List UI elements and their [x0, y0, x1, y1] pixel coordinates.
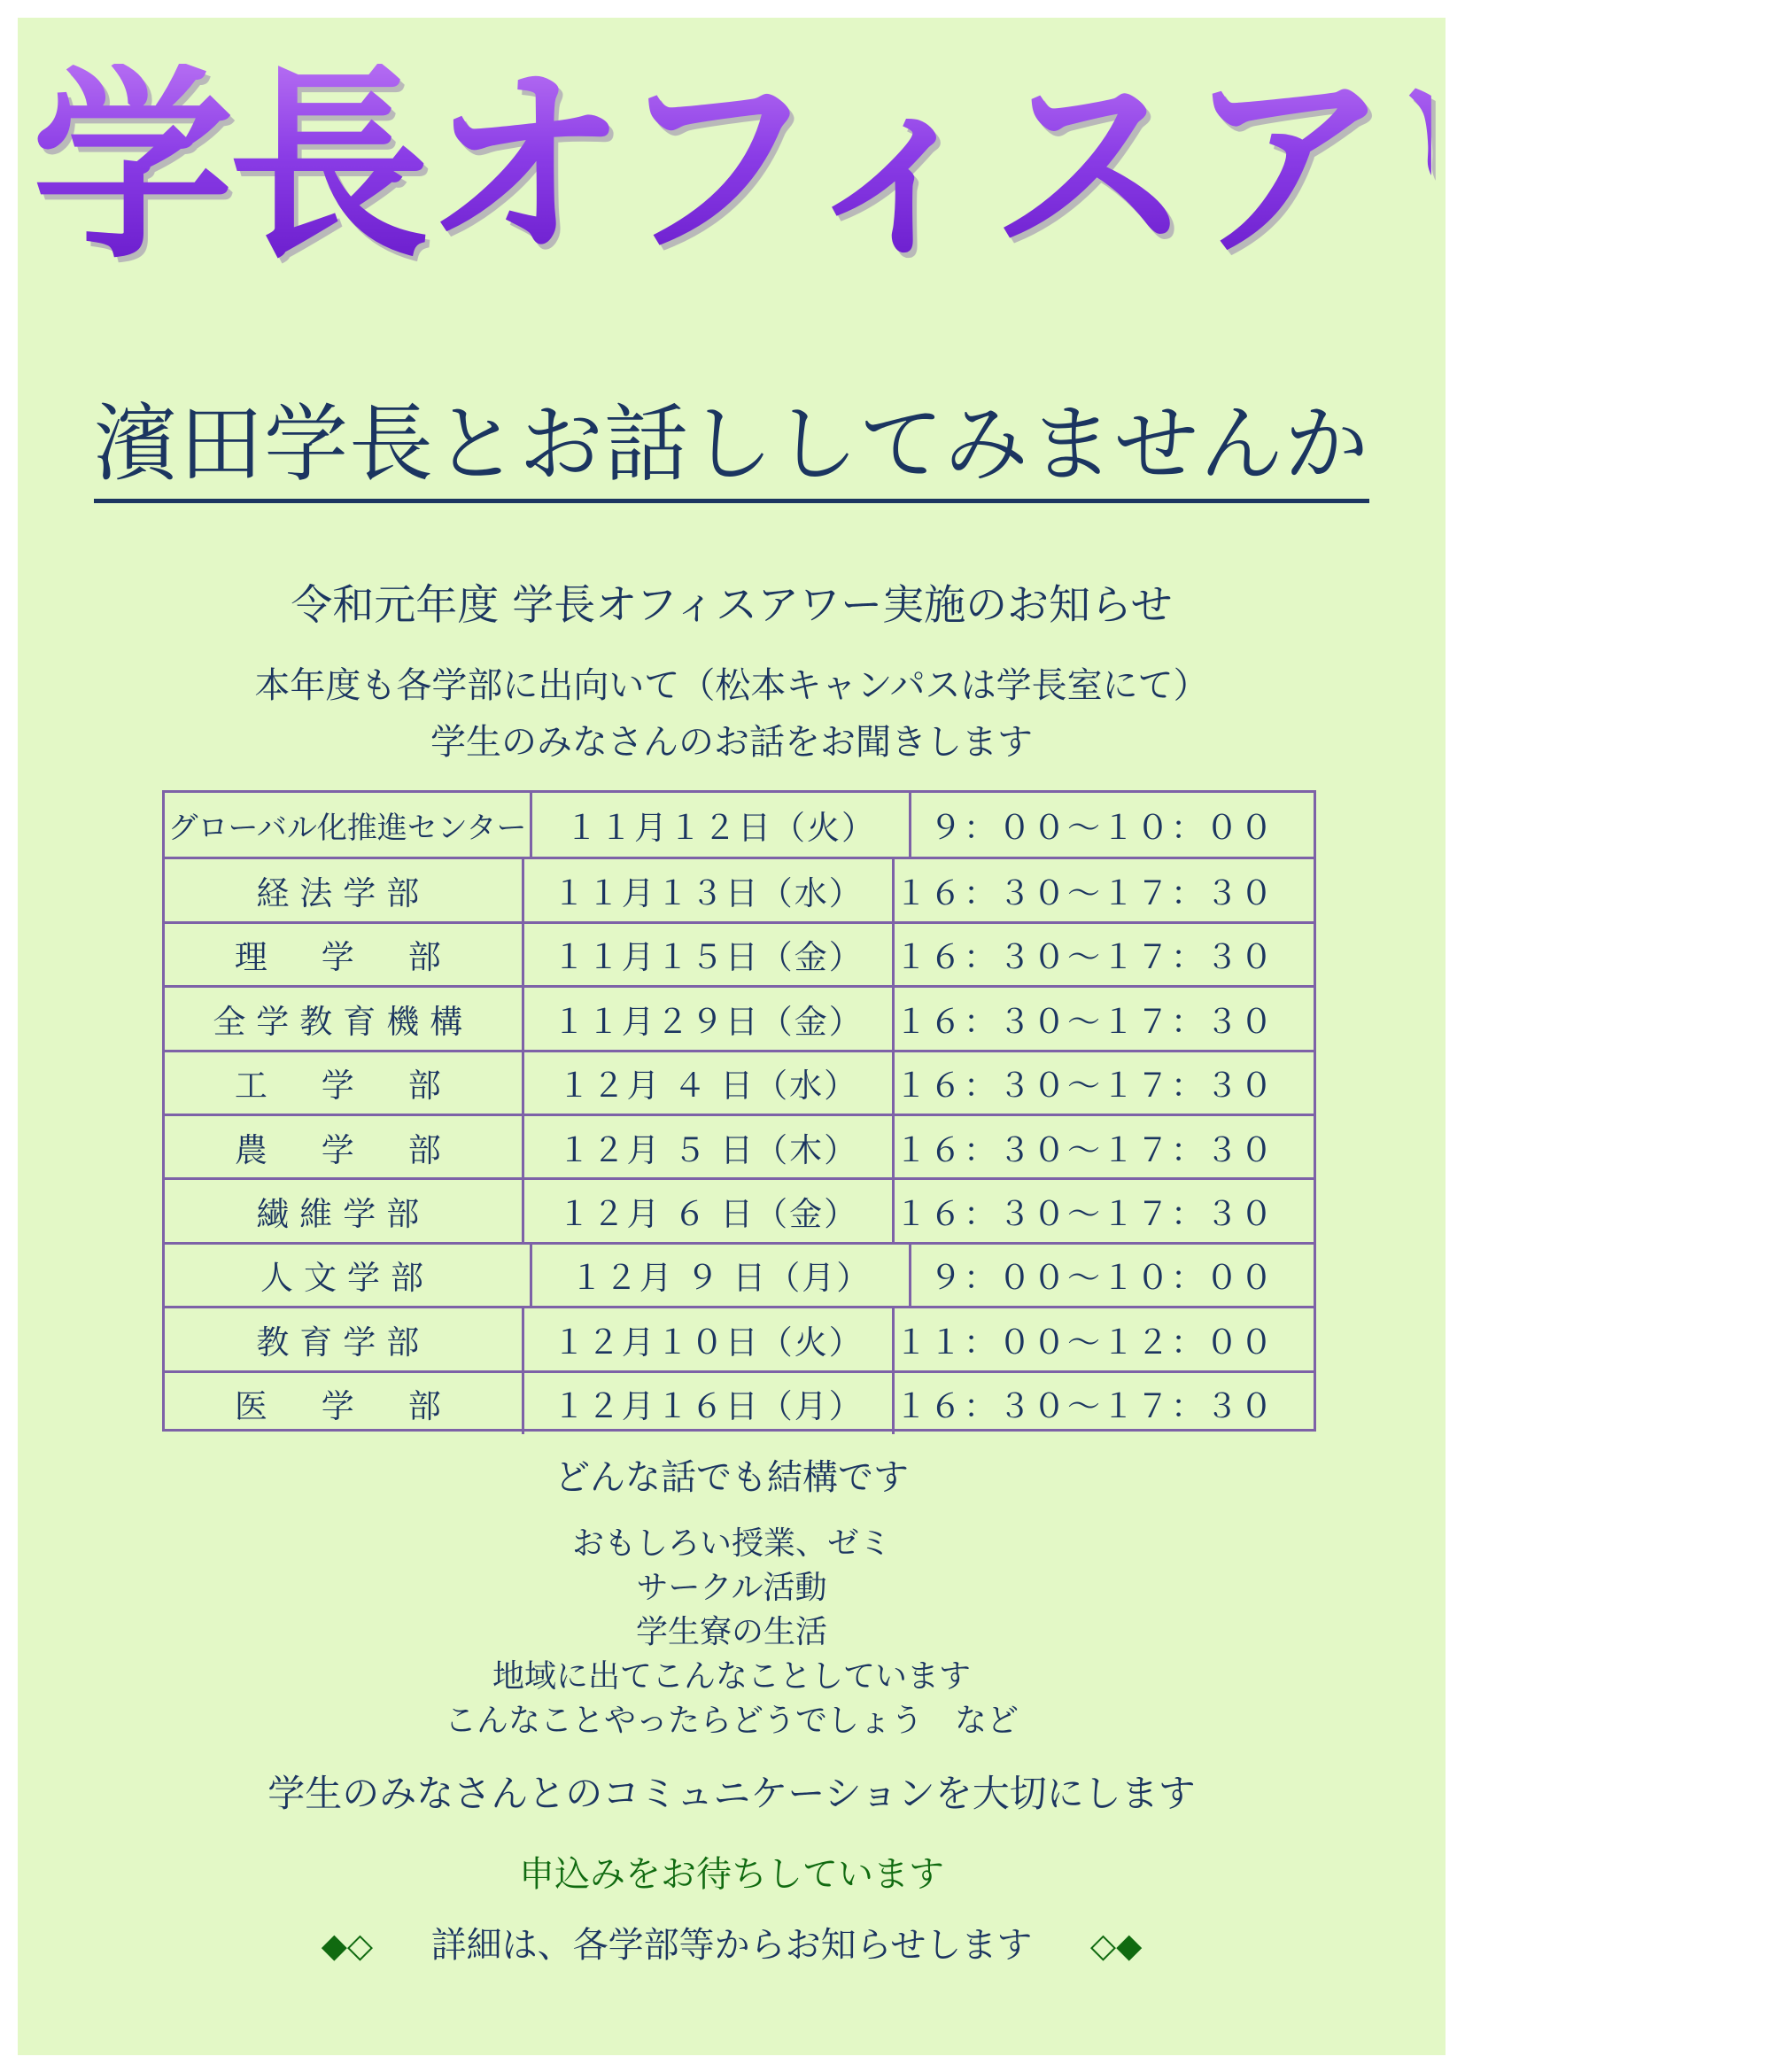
time-cell: １６：３０～１７：３０ [895, 1067, 1275, 1106]
list-item: サークル活動 [636, 1570, 827, 1606]
list-item: 地域に出てこんなことしています [492, 1658, 971, 1695]
notice-heading: 令和元年度 学長オフィスアワー実施のお知らせ [291, 581, 1173, 630]
time-cell: １６：３０～１７：３０ [895, 1002, 1275, 1041]
details-line [18, 1917, 1446, 1967]
list-item: おもしろい授業、ゼミ [571, 1525, 891, 1562]
details-text: 詳細は、各学部等からお知らせします [430, 1925, 1033, 1966]
details-spacer [384, 1925, 420, 1966]
intro-line: 本年度も各学部に出向いて（松本キャンパスは学長室にて） [254, 665, 1209, 706]
table-row [165, 857, 1314, 920]
communication-text: 学生のみなさんとのコミュニケーションを大切にします [267, 1772, 1196, 1815]
time-cell: １６：３０～１７：３０ [895, 1195, 1275, 1234]
date-cell: １２月 ６ 日（金） [524, 1180, 895, 1241]
intro-line: 学生のみなさんのお話をお聞きします [430, 722, 1033, 763]
table-row [165, 1050, 1314, 1114]
await-text: 申込みをお待ちしています [519, 1854, 944, 1895]
table-row [165, 1177, 1314, 1241]
intro-text [18, 657, 1446, 771]
table-row [165, 1306, 1314, 1370]
date-cell: １２月１６日（月） [524, 1373, 895, 1434]
faculty-cell: 全学教育機構 [165, 988, 524, 1049]
faculty-cell: 工 学 部 [165, 1052, 524, 1114]
date-cell: １２月 ５ 日（木） [524, 1116, 895, 1177]
topics-list [18, 1522, 1446, 1743]
faculty-cell: 理 学 部 [165, 924, 524, 985]
time-cell: １６：３０～１７：３０ [895, 1130, 1275, 1169]
schedule-table [162, 790, 1316, 1432]
date-cell: １１月１３日（水） [524, 859, 895, 920]
time-cell: １１：００～１２：００ [895, 1323, 1275, 1362]
table-row [165, 793, 1314, 857]
faculty-cell: 人文学部 [165, 1245, 532, 1306]
details-spacer [1043, 1925, 1079, 1966]
time-cell: １６：３０～１７：３０ [895, 874, 1275, 913]
table-row [165, 1114, 1314, 1177]
list-item: 学生寮の生活 [635, 1614, 827, 1650]
date-cell: １１月１５日（金） [524, 924, 895, 985]
diamond-icon-left: ◆◇ [321, 1926, 374, 1965]
list-item: こんなことやったらどうでしょう など [444, 1703, 1019, 1739]
table-row [165, 1242, 1314, 1306]
faculty-cell: 繊維学部 [165, 1180, 524, 1241]
date-cell: １２月１０日（火） [524, 1308, 895, 1370]
faculty-cell: 医 学 部 [165, 1373, 524, 1434]
table-row [165, 921, 1314, 985]
table-row [165, 1370, 1314, 1434]
poster [18, 18, 1775, 2055]
diamond-icon-right: ◇◆ [1089, 1926, 1143, 1965]
time-cell: ９：００～１０：００ [929, 809, 1275, 848]
date-cell: １１月２９日（金） [524, 988, 895, 1049]
faculty-cell: 経法学部 [165, 859, 524, 920]
date-cell: １１月１２日（火） [532, 793, 911, 857]
subtitle-text: 濱田学長とお話ししてみませんか [94, 396, 1369, 503]
time-cell: １６：３０～１７：３０ [895, 1387, 1275, 1426]
time-cell: １６：３０～１７：３０ [895, 938, 1275, 977]
table-row [165, 985, 1314, 1049]
faculty-cell: グローバル化推進センター [165, 793, 532, 857]
faculty-cell: 教育学部 [165, 1308, 524, 1370]
poster-subtitle [18, 396, 1446, 493]
time-cell: ９：００～１０：００ [929, 1259, 1275, 1298]
poster-title: 学長オフィスアワー [32, 47, 1775, 286]
faculty-cell: 農 学 部 [165, 1116, 524, 1177]
date-cell: １２月 ９ 日（月） [532, 1245, 911, 1306]
question-text: どんな話でも結構です [554, 1457, 909, 1498]
date-cell: １２月 ４ 日（水） [524, 1052, 895, 1114]
